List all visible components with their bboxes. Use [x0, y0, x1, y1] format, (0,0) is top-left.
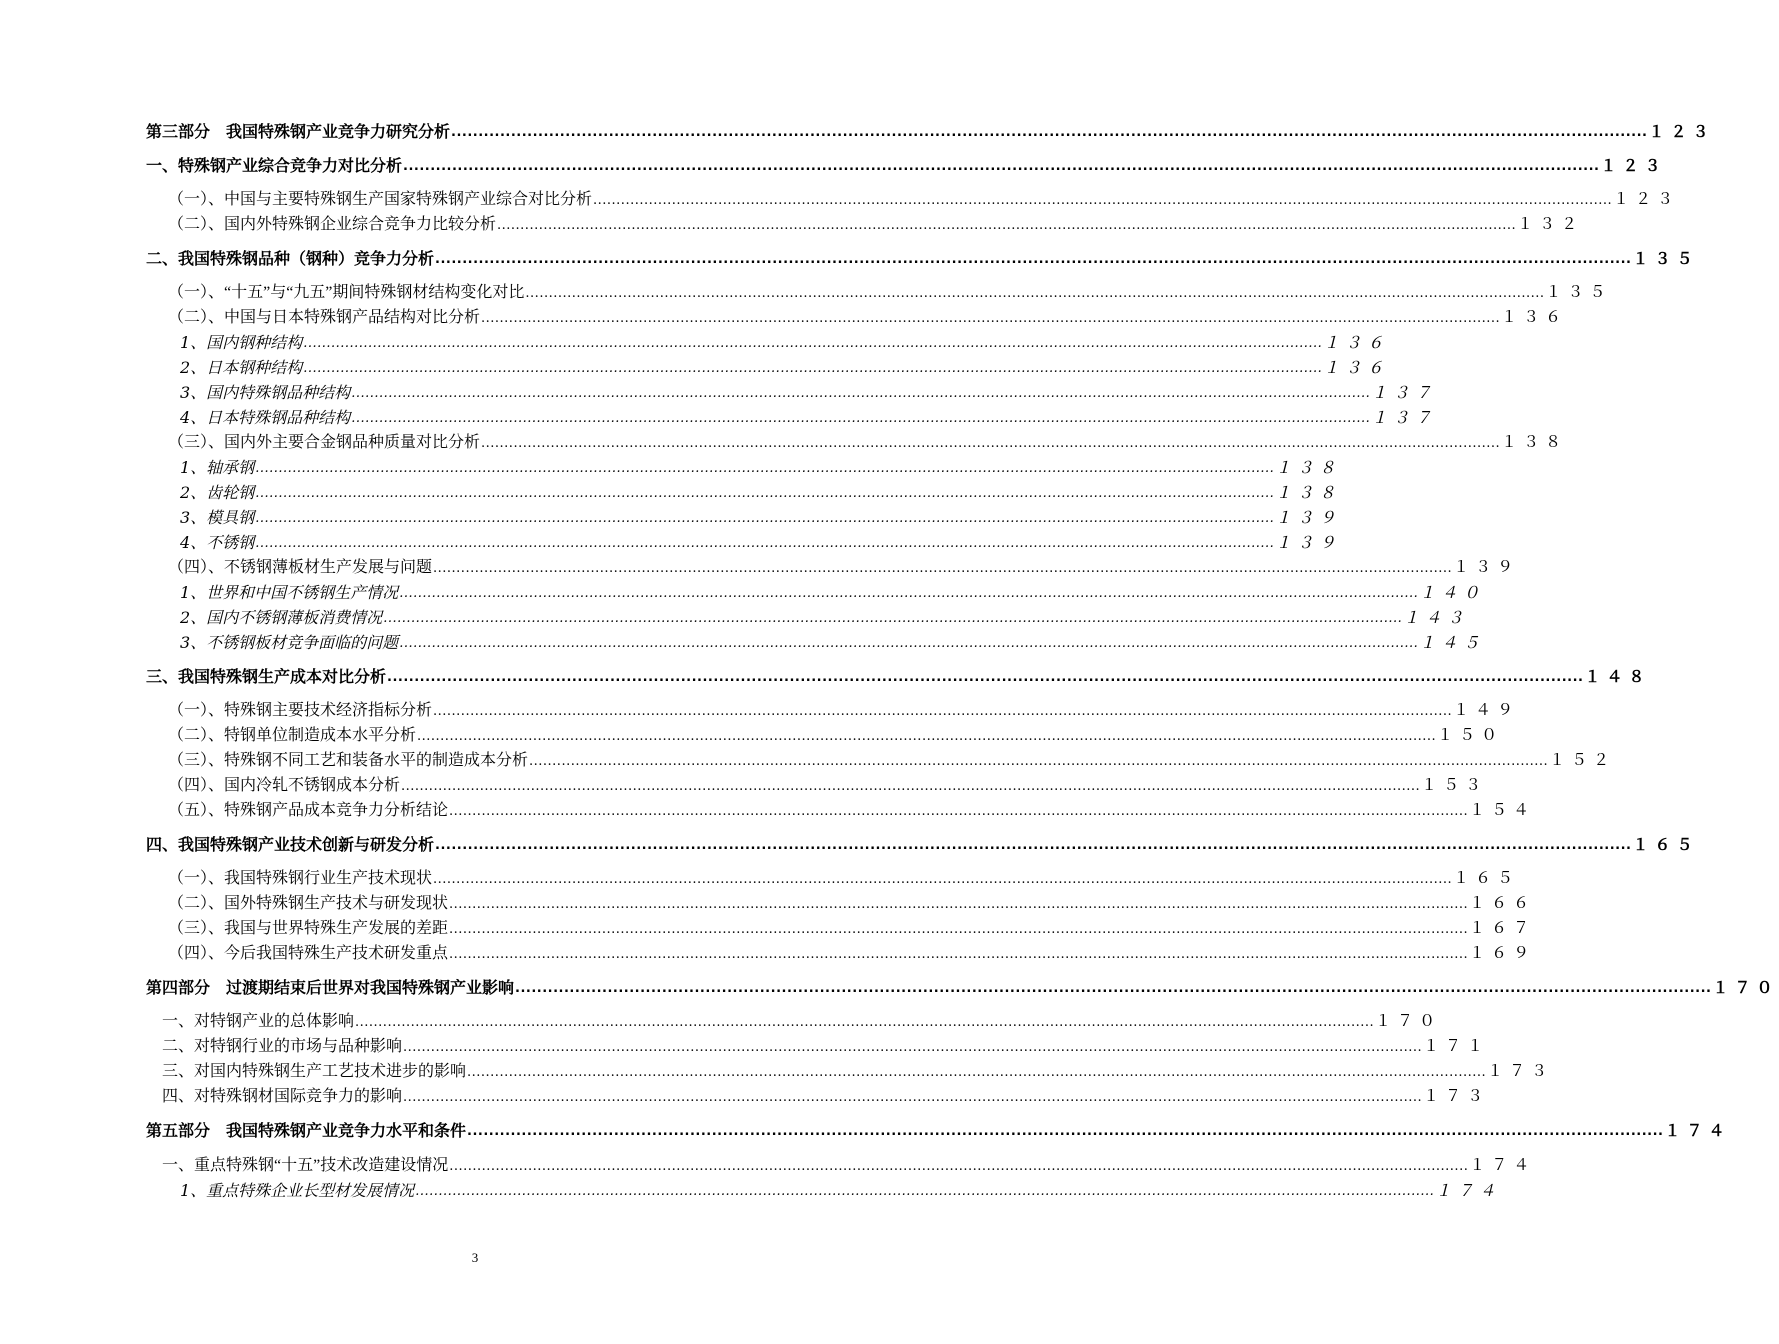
toc-entry-title: （三）、国内外主要合金钢品种质量对比分析 — [168, 434, 481, 451]
toc-entry-page: １７４ — [1435, 1181, 1502, 1200]
toc-entry[interactable] — [146, 247, 1699, 269]
toc-entry-title: 4、不锈钢 — [180, 533, 255, 552]
toc-entry[interactable] — [168, 188, 1680, 210]
toc-entry[interactable] — [168, 699, 1520, 721]
toc-entry-page: １６５ — [1632, 835, 1699, 854]
toc-entry-title: 3、国内特殊钢品种结构 — [180, 383, 351, 402]
toc-entry[interactable] — [180, 356, 1390, 378]
toc-entry[interactable] — [162, 1085, 1490, 1107]
toc-entry[interactable] — [168, 556, 1520, 578]
toc-entry[interactable] — [146, 665, 1651, 687]
dot-leader: ............................................................................................................................................................................................................................ — [433, 704, 1453, 719]
toc-entry-title: 1、国内钢种结构 — [180, 333, 303, 352]
toc-entry-page: １３８ — [1275, 483, 1342, 502]
dot-leader: ............................................................................................................................................................................................................................ — [435, 838, 1632, 853]
toc-entry-title: 第三部分 我国特殊钢产业竞争力研究分析 — [146, 122, 451, 141]
toc-entry[interactable] — [168, 917, 1536, 939]
dot-leader: ............................................................................................................................................................................................................................ — [387, 670, 1584, 685]
toc-entry[interactable] — [168, 213, 1584, 235]
toc-entry-title: 三、对国内特殊钢生产工艺技术进步的影响 — [162, 1063, 467, 1080]
toc-entry[interactable] — [180, 631, 1486, 653]
toc-entry[interactable] — [180, 406, 1438, 428]
toc-entry-title: （一）、我国特殊钢行业生产技术现状 — [168, 870, 433, 887]
toc-entry-title: （二）、国外特殊钢生产技术与研发现状 — [168, 895, 449, 912]
toc-entry[interactable] — [168, 774, 1488, 796]
toc-entry-page: １３６ — [1323, 333, 1390, 352]
toc-entry-title: 3、不锈钢板材竞争面临的问题 — [180, 633, 399, 652]
dot-leader: ............................................................................................................................................................................................................................ — [383, 611, 1403, 626]
toc-entry-title: （一）、“十五”与“九五”期间特殊钢材结构变化对比 — [168, 284, 525, 301]
toc-entry-page: １３７ — [1371, 408, 1438, 427]
dot-leader: ............................................................................................................................................................................................................................ — [467, 1124, 1664, 1139]
toc-entry[interactable] — [146, 1119, 1731, 1141]
toc-entry[interactable] — [162, 1010, 1442, 1032]
toc-entry-title: 三、我国特殊钢生产成本对比分析 — [146, 667, 387, 686]
toc-entry-page: １３７ — [1371, 383, 1438, 402]
dot-leader: ............................................................................................................................................................................................................................ — [403, 159, 1600, 174]
toc-entry-page: １３６ — [1501, 309, 1568, 326]
toc-entry[interactable] — [180, 481, 1342, 503]
dot-leader: ............................................................................................................................................................................................................................ — [401, 779, 1421, 794]
page-number: 3 — [471, 1250, 479, 1265]
toc-entry-page: １５０ — [1437, 727, 1504, 744]
dot-leader: ............................................................................................................................................................................................................................ — [255, 536, 1275, 551]
toc-entry[interactable] — [180, 1179, 1502, 1201]
dot-leader: ............................................................................................................................................................................................................................ — [451, 125, 1648, 140]
toc-entry-page: １７４ — [1469, 1157, 1536, 1174]
dot-leader: ............................................................................................................................................................................................................................ — [515, 981, 1712, 996]
toc-entry[interactable] — [168, 749, 1616, 771]
dot-leader: ............................................................................................................................................................................................................................ — [467, 1065, 1487, 1080]
dot-leader: ............................................................................................................................................................................................................................ — [449, 1159, 1469, 1174]
toc-entry-title: 1、重点特殊企业长型材发展情况 — [180, 1181, 415, 1200]
toc-entry-title: 1、轴承钢 — [180, 458, 255, 477]
dot-leader: ............................................................................................................................................................................................................................ — [417, 729, 1437, 744]
toc-entry-page: １３５ — [1632, 249, 1699, 268]
dot-leader: ............................................................................................................................................................................................................................ — [593, 193, 1613, 208]
dot-leader: ............................................................................................................................................................................................................................ — [529, 754, 1549, 769]
toc-entry-page: １５３ — [1421, 777, 1488, 794]
toc-entry-page: １２３ — [1600, 156, 1667, 175]
dot-leader: ............................................................................................................................................................................................................................ — [435, 252, 1632, 267]
toc-entry-page: １３２ — [1517, 216, 1584, 233]
toc-entry-page: １７０ — [1712, 978, 1779, 997]
toc-entry-title: （一）、中国与主要特殊钢生产国家特殊钢产业综合对比分析 — [168, 191, 593, 208]
toc-entry-title: （一）、特殊钢主要技术经济指标分析 — [168, 702, 433, 719]
toc-entry-page: １２３ — [1613, 191, 1680, 208]
toc-entry-title: 第四部分 过渡期结束后世界对我国特殊钢产业影响 — [146, 978, 515, 997]
toc-entry-page: １２３ — [1648, 122, 1715, 141]
toc-entry[interactable] — [162, 1060, 1554, 1082]
dot-leader: ............................................................................................................................................................................................................................ — [449, 804, 1469, 819]
toc-entry[interactable] — [168, 306, 1568, 328]
toc-entry-title: 四、对特殊钢材国际竞争力的影响 — [162, 1088, 403, 1105]
toc-entry-page: １４５ — [1419, 633, 1486, 652]
toc-entry-page: １３６ — [1323, 358, 1390, 377]
toc-entry[interactable] — [168, 799, 1536, 821]
toc-entry-page: １３９ — [1275, 508, 1342, 527]
dot-leader: ............................................................................................................................................................................................................................ — [351, 411, 1371, 426]
dot-leader: ............................................................................................................................................................................................................................ — [351, 386, 1371, 401]
toc-entry-page: １５４ — [1469, 802, 1536, 819]
toc-entry-page: １４０ — [1419, 583, 1486, 602]
toc-entry-page: １４８ — [1584, 667, 1651, 686]
toc-entry-title: 一、特殊钢产业综合竞争力对比分析 — [146, 156, 403, 175]
toc-entry-page: １６９ — [1469, 945, 1536, 962]
dot-leader: ............................................................................................................................................................................................................................ — [433, 561, 1453, 576]
dot-leader: ............................................................................................................................................................................................................................ — [255, 486, 1275, 501]
dot-leader: ............................................................................................................................................................................................................................ — [255, 461, 1275, 476]
toc-entry-page: １４９ — [1453, 702, 1520, 719]
dot-leader: ............................................................................................................................................................................................................................ — [403, 1040, 1423, 1055]
toc-entry-title: （二）、特钢单位制造成本水平分析 — [168, 727, 417, 744]
toc-entry[interactable] — [146, 120, 1715, 142]
toc-entry[interactable] — [168, 431, 1568, 453]
toc-entry-title: 一、对特钢产业的总体影响 — [162, 1013, 355, 1030]
toc-entry-title: 2、齿轮钢 — [180, 483, 255, 502]
toc-entry[interactable] — [162, 1035, 1490, 1057]
toc-entry-title: （二）、国内外特殊钢企业综合竞争力比较分析 — [168, 216, 497, 233]
toc-entry-page: １７３ — [1487, 1063, 1554, 1080]
dot-leader: ............................................................................................................................................................................................................................ — [481, 311, 1501, 326]
toc-entry-page: １７０ — [1375, 1013, 1442, 1030]
toc-entry-page: １３９ — [1453, 559, 1520, 576]
toc-entry-page: １３９ — [1275, 533, 1342, 552]
toc-entry[interactable] — [180, 531, 1342, 553]
toc-entry[interactable] — [168, 942, 1536, 964]
toc-entry[interactable] — [180, 581, 1486, 603]
toc-entry-page: １５２ — [1549, 752, 1616, 769]
toc-entry-page: １６７ — [1469, 920, 1536, 937]
toc-entry[interactable] — [180, 506, 1342, 528]
toc-entry-page: １６５ — [1453, 870, 1520, 887]
dot-leader: ............................................................................................................................................................................................................................ — [399, 586, 1419, 601]
toc-entry-title: （四）、今后我国特殊生产技术研发重点 — [168, 945, 449, 962]
toc-entry-title: （四）、不锈钢薄板材生产发展与问题 — [168, 559, 433, 576]
toc-entry-page: １７４ — [1664, 1121, 1731, 1140]
dot-leader: ............................................................................................................................................................................................................................ — [433, 872, 1453, 887]
toc-entry-title: （三）、我国与世界特殊生产发展的差距 — [168, 920, 449, 937]
toc-entry-title: （五）、特殊钢产品成本竞争力分析结论 — [168, 802, 449, 819]
dot-leader: ............................................................................................................................................................................................................................ — [403, 1090, 1423, 1105]
toc-entry[interactable] — [168, 892, 1536, 914]
dot-leader: ............................................................................................................................................................................................................................ — [525, 286, 1545, 301]
toc-entry-page: １７１ — [1423, 1038, 1490, 1055]
toc-entry-title: （二）、中国与日本特殊钢产品结构对比分析 — [168, 309, 481, 326]
dot-leader: ............................................................................................................................................................................................................................ — [255, 511, 1275, 526]
toc-entry-title: 4、日本特殊钢品种结构 — [180, 408, 351, 427]
toc-entry-title: （三）、特殊钢不同工艺和装备水平的制造成本分析 — [168, 752, 529, 769]
toc-entry[interactable] — [180, 456, 1342, 478]
toc-entry-page: １６６ — [1469, 895, 1536, 912]
toc-entry-title: 二、对特钢行业的市场与品种影响 — [162, 1038, 403, 1055]
toc-entry[interactable] — [168, 724, 1504, 746]
dot-leader: ............................................................................................................................................................................................................................ — [449, 922, 1469, 937]
toc-entry-page: １４３ — [1403, 608, 1470, 627]
dot-leader: ............................................................................................................................................................................................................................ — [497, 218, 1517, 233]
toc-entry[interactable] — [162, 1154, 1536, 1176]
toc-entry-page: １３８ — [1275, 458, 1342, 477]
toc-entry[interactable] — [168, 281, 1612, 303]
dot-leader: ............................................................................................................................................................................................................................ — [481, 436, 1501, 451]
toc-entry[interactable] — [146, 976, 1779, 998]
toc-entry[interactable] — [180, 331, 1390, 353]
dot-leader: ............................................................................................................................................................................................................................ — [449, 947, 1469, 962]
toc-entry[interactable] — [180, 381, 1438, 403]
toc-entry-page: １３８ — [1501, 434, 1568, 451]
toc-entry-title: 四、我国特殊钢产业技术创新与研发分析 — [146, 835, 435, 854]
toc-entry-title: 2、日本钢种结构 — [180, 358, 303, 377]
toc-entry-title: 二、我国特殊钢品种（钢种）竞争力分析 — [146, 249, 435, 268]
toc-entry-title: 3、模具钢 — [180, 508, 255, 527]
dot-leader: ............................................................................................................................................................................................................................ — [303, 361, 1323, 376]
toc-entry-title: 一、重点特殊钢“十五”技术改造建设情况 — [162, 1157, 449, 1174]
dot-leader: ............................................................................................................................................................................................................................ — [399, 636, 1419, 651]
toc-entry[interactable] — [146, 833, 1699, 855]
dot-leader: ............................................................................................................................................................................................................................ — [303, 336, 1323, 351]
toc-entry-page: １７３ — [1423, 1088, 1490, 1105]
toc-entry-title: 1、世界和中国不锈钢生产情况 — [180, 583, 399, 602]
toc-entry[interactable] — [168, 867, 1520, 889]
toc-entry[interactable] — [146, 154, 1667, 176]
dot-leader: ............................................................................................................................................................................................................................ — [355, 1015, 1375, 1030]
toc-entry[interactable] — [180, 606, 1470, 628]
toc-entry-title: （四）、国内冷轧不锈钢成本分析 — [168, 777, 401, 794]
dot-leader: ............................................................................................................................................................................................................................ — [415, 1184, 1435, 1199]
dot-leader: ............................................................................................................................................................................................................................ — [449, 897, 1469, 912]
toc-entry-title: 第五部分 我国特殊钢产业竞争力水平和条件 — [146, 1121, 467, 1140]
toc-entry-title: 2、国内不锈钢薄板消费情况 — [180, 608, 383, 627]
toc-entry-page: １３５ — [1545, 284, 1612, 301]
